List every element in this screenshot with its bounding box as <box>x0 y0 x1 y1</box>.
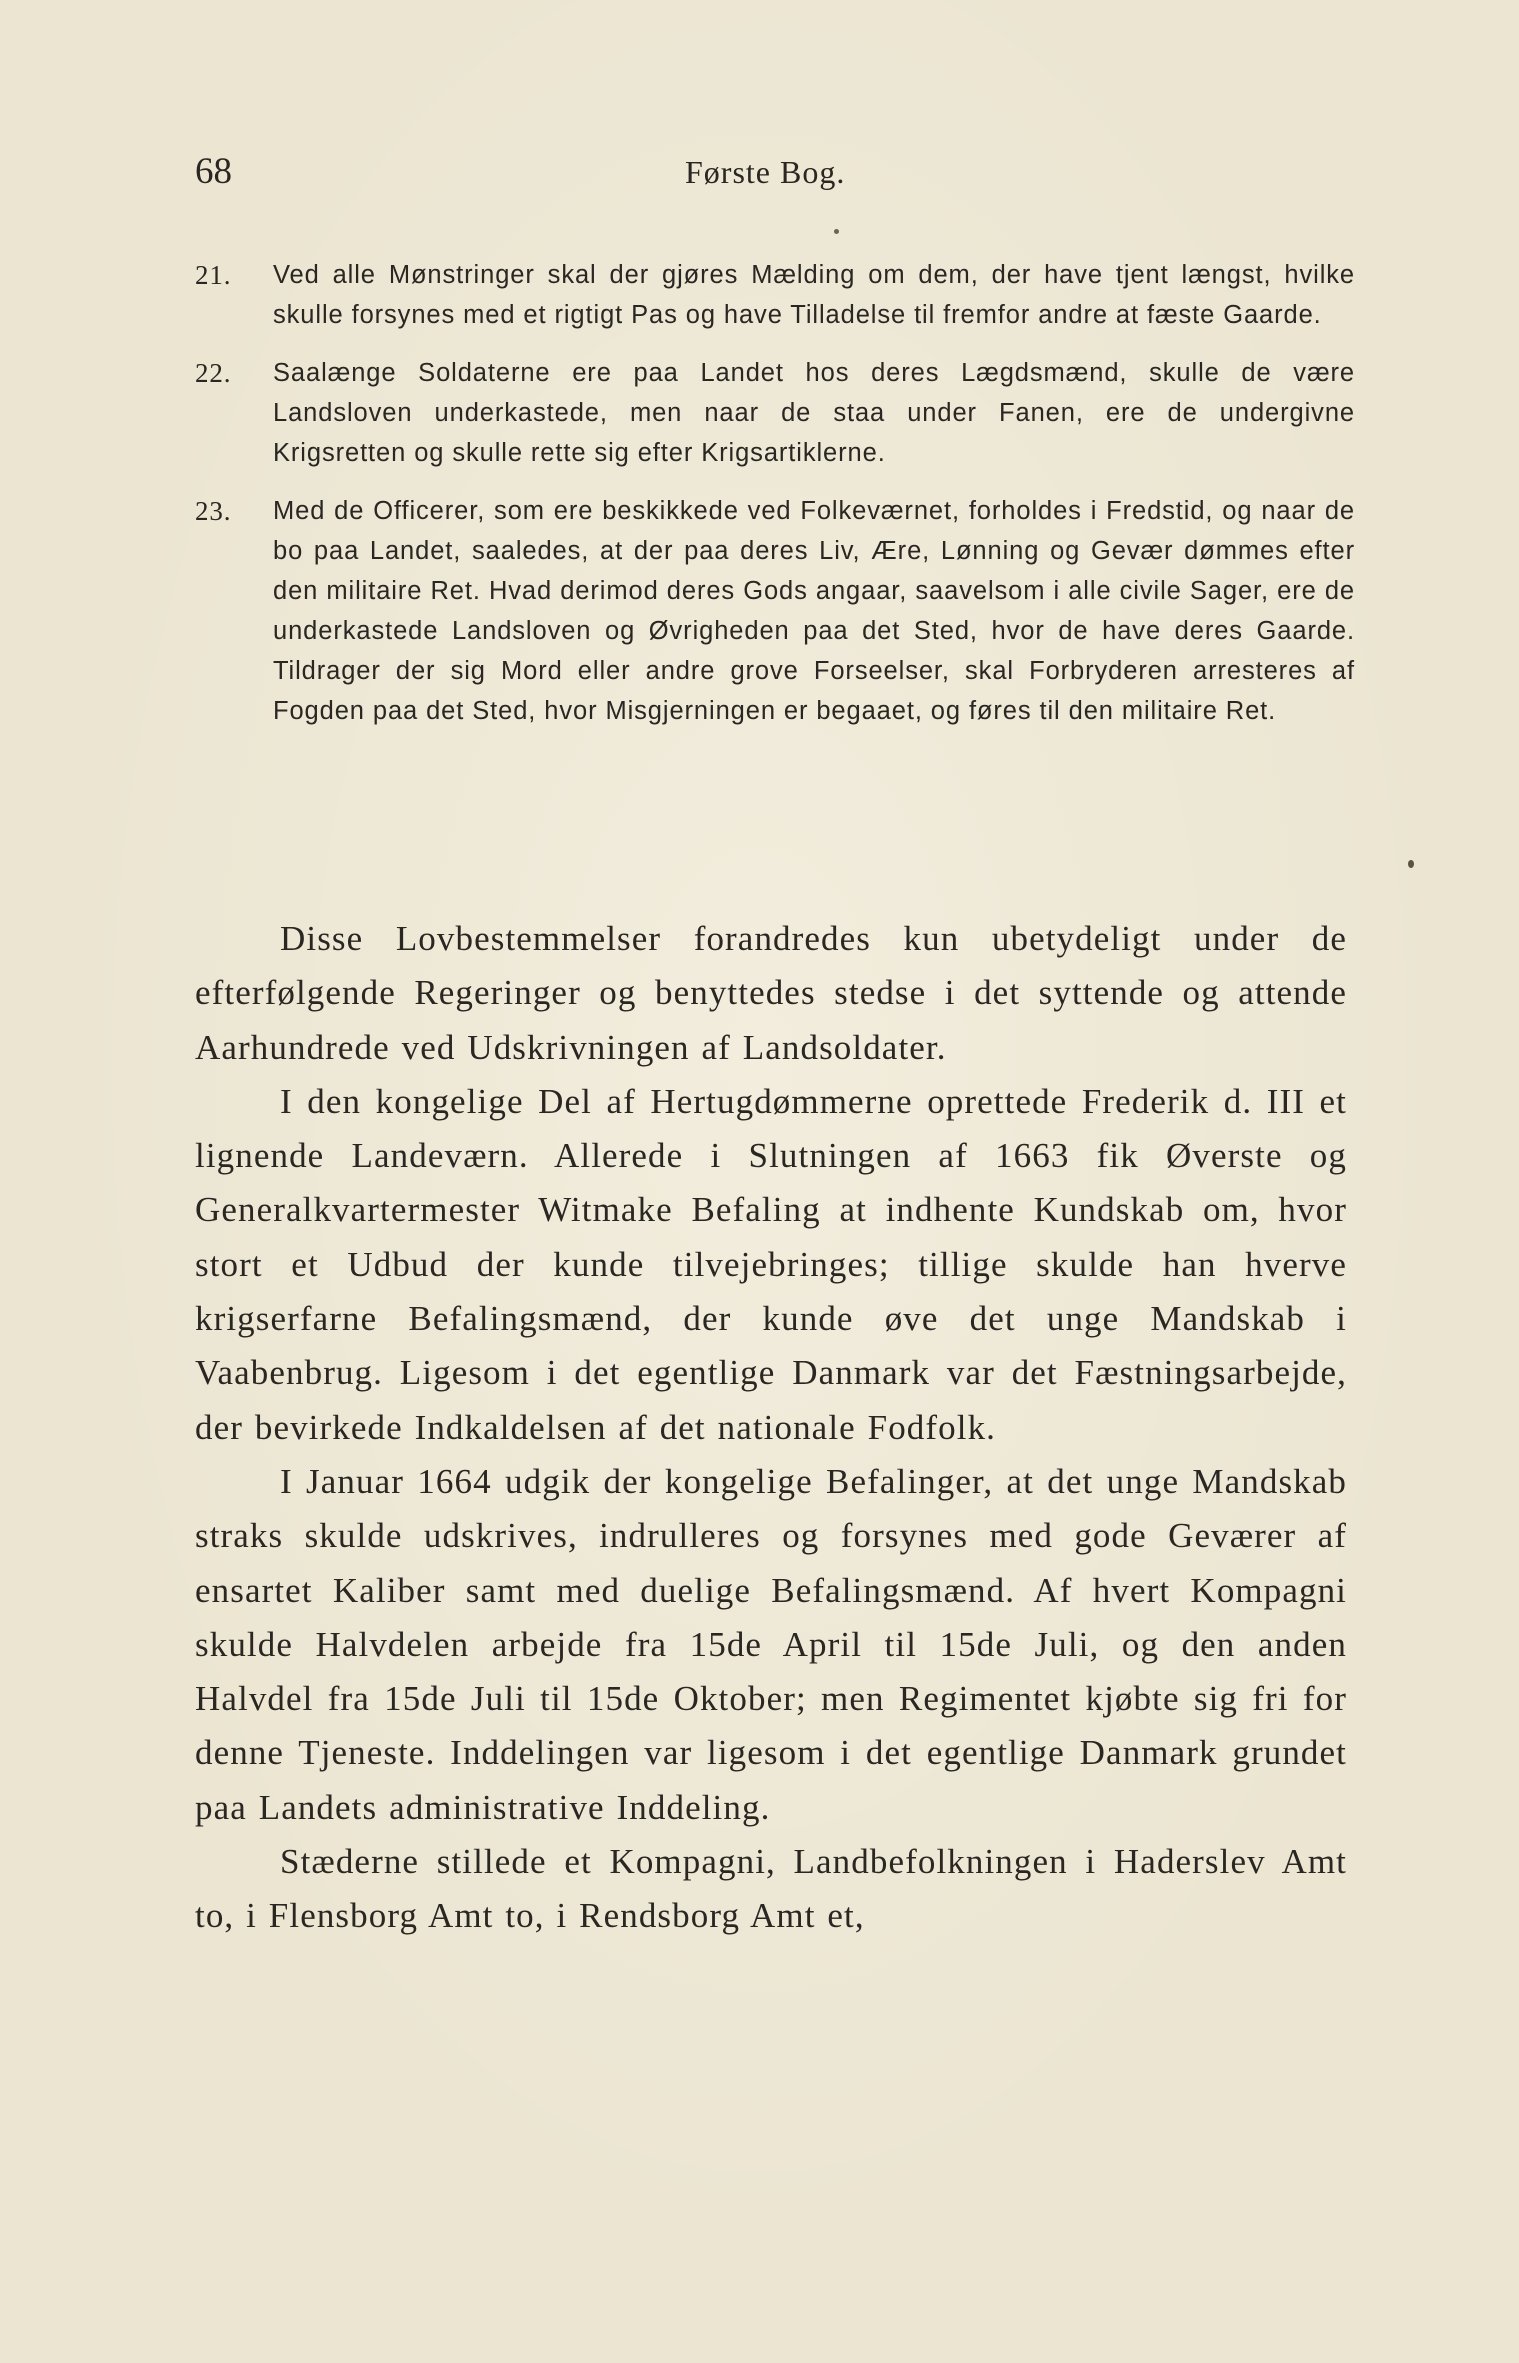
article-21 <box>195 255 1355 335</box>
margin-mark <box>1408 860 1414 868</box>
paragraph: Disse Lovbestemmelser forandredes kun ubetydeligt under de efterfølgende Regeringer og benyttedes stedse i det syttende og attende Aarhundrede ved Udskrivningen af Landsoldater. <box>195 919 1347 1067</box>
article-23 <box>195 491 1355 731</box>
article-text: Ved alle Mønstringer skal der gjøres Mælding om dem, der have tjent længst, hvilke skulle forsynes med et rigtigt Pas og have Tilladelse til fremfor andre at fæste Gaarde. <box>273 261 1355 329</box>
article-text: Med de Officerer, som ere beskikkede ved Folkeværnet, forholdes i Fredstid, og naar de bo paa Landet, saaledes, at der paa deres Liv, Ære, Lønning og Gevær dømmes efter den militaire Ret. Hvad derimod deres Gods angaar, saavelsom i alle civile Sager, ere de underkastede Landsloven og Øvrigheden paa det Sted, hvor de have deres Gaarde. Tildrager der sig Mord eller andre grove Forseelser, skal Forbryderen arresteres af Fogden paa det Sted, hvor Misgjerningen er begaaet, og føres til den militaire Ret. <box>273 497 1355 725</box>
book-title: Første Bog. <box>685 154 846 190</box>
article-number: 21. <box>195 260 232 290</box>
page-number: 68 <box>195 151 232 192</box>
article-22 <box>195 353 1355 473</box>
paragraph: Stæderne stillede et Kompagni, Landbefolkningen i Haderslev Amt to, i Flensborg Amt to, i Rendsborg Amt et, <box>195 1842 1347 1936</box>
article-number: 22. <box>195 358 232 388</box>
paragraph: I den kongelige Del af Hertugdømmerne oprettede Frederik d. III et lignende Landeværn. Allerede i Slutningen af 1663 fik Øverste og Generalkvartermester Witmake Befaling at indhente Kundskab om, hvor stort et Udbud der kunde tilvejebringes; tillige skulde han hverve krigserfarne Befalingsmænd, der kunde øve det unge Mandskab i Vaabenbrug. Ligesom i det egentlige Danmark var det Fæstningsarbejde, der bevirkede Indkaldelsen af det nationale Fodfolk. <box>195 1081 1347 1447</box>
article-text: Saalænge Soldaterne ere paa Landet hos deres Lægdsmænd, skulle de være Landsloven underkastede, men naar de staa under Fanen, ere de undergivne Krigsretten og skulle rette sig efter Krigsartiklerne. <box>273 359 1355 467</box>
article-number: 23. <box>195 496 232 526</box>
body-text <box>195 912 1347 1944</box>
numbered-articles <box>195 255 1355 749</box>
running-header <box>195 150 1345 200</box>
paragraph: I Januar 1664 udgik der kongelige Befalinger, at det unge Mandskab straks skulde udskrives, indrulleres og forsynes med gode Geværer af ensartet Kaliber samt med duelige Befalingsmænd. Af hvert Kompagni skulde Halvdelen arbejde fra 15de April til 15de Juli, og den anden Halvdel fra 15de Juli til 15de Oktober; men Regimentet kjøbte sig fri for denne Tjeneste. Inddelingen var ligesom i det egentlige Danmark grundet paa Landets administrative Inddeling. <box>195 1461 1347 1827</box>
print-speck <box>834 229 839 234</box>
